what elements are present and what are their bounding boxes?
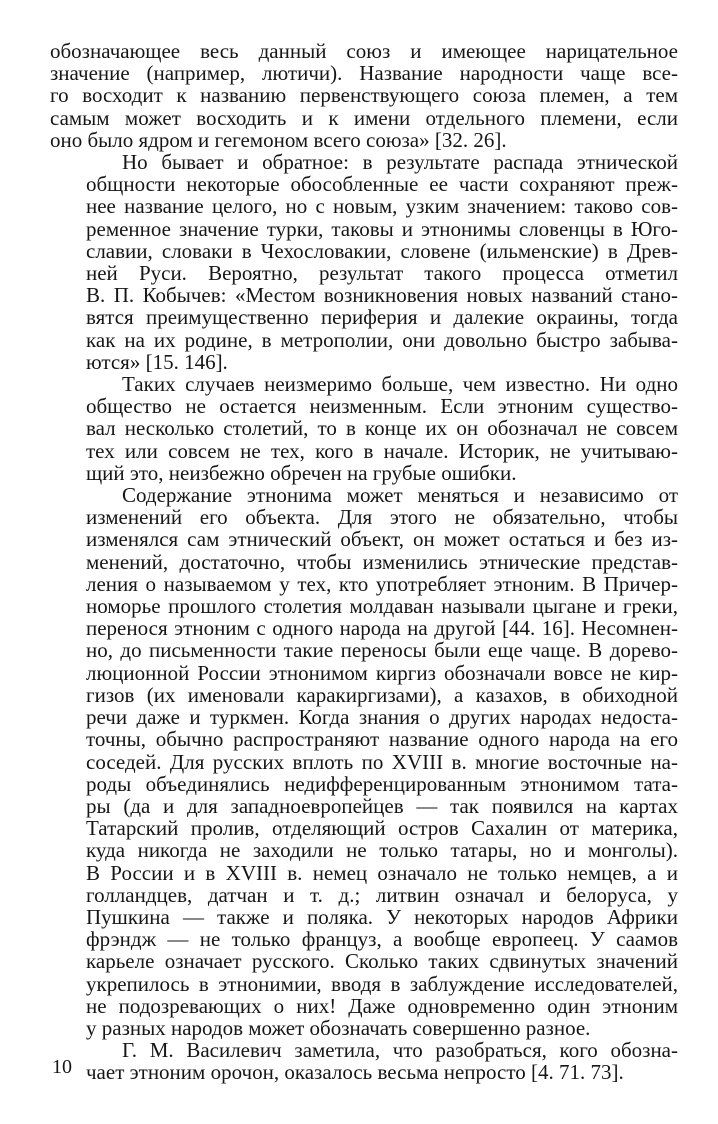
paragraph <box>50 40 678 151</box>
text-line: у разных народов может обозначать совершенно разное. <box>86 1015 591 1040</box>
text-line: нее название целого, но с новым, узким значением: таково сов- <box>86 194 678 219</box>
text-line: но, до письменности такие переносы были еще чаще. В дорево- <box>86 638 678 663</box>
text-line: номорье прошлого столетия молдаван называли цыгане и греки, <box>86 594 678 619</box>
text-line: куда никогда не заходили не только татары, но и монголы). <box>86 838 678 863</box>
text-line: щий это, неизбежно обречен на грубые ошибки. <box>86 460 517 485</box>
text-line: обозначающее весь данный союз и имеющее нарицательное <box>50 39 678 63</box>
text-line: ней Руси. Вероятно, результат такого процесса отметил <box>86 261 678 286</box>
text-line: ления о называемом у тех, кто употребляет этноним. В Причер- <box>86 571 678 596</box>
text-line: роды объединялись недифференцированным этнонимом тата- <box>86 771 678 796</box>
text-line: точны, обычно распространяют название одного народа на его <box>86 727 678 752</box>
text-line: Таких случаев неизмеримо больше, чем известно. Ни одно <box>122 372 678 397</box>
text-line: люционной России этнонимом киргиз обозначали вовсе не кир- <box>86 660 678 685</box>
text-line: голландцев, датчан и т. д.; литвин означал и белоруса, у <box>86 882 678 907</box>
text-line: Содержание этнонима может меняться и независимо от <box>122 483 678 508</box>
text-line: гизов (их именовали каракиргизами), а казахов, в обиходной <box>86 682 678 707</box>
paragraph <box>50 373 678 484</box>
text-line: ются» [15. 146]. <box>86 349 228 374</box>
text-line: самым может восходить и к имени отдельного племени, если <box>50 105 678 130</box>
text-line: В России и в XVIII в. немец означало не только немцев, а и <box>86 860 678 885</box>
text-line: карьеле означает русского. Сколько таких сдвинутых значений <box>86 949 678 974</box>
text-line: славии, словаки в Чехословакии, словене (ильменские) в Древ- <box>86 238 678 263</box>
text-line: вал несколько столетий, то в конце их он обозначал не совсем <box>86 416 678 441</box>
text-line: Пушкина — также и поляка. У некоторых народов Африки <box>86 904 678 929</box>
text-line: Г. М. Василевич заметила, что разобраться, кого обозна- <box>122 1038 678 1063</box>
text-line: соседей. Для русских вплоть по XVIII в. многие восточные на- <box>86 749 678 774</box>
paragraph <box>50 484 678 1039</box>
text-line: Татарский пролив, отделяющий остров Сахалин от материка, <box>86 816 678 841</box>
text-line: ры (да и для западноевропейцев — так появился на картах <box>86 793 678 818</box>
text-line: как на их родине, в метрополии, они довольно быстро забыва- <box>86 327 678 352</box>
text-line: ременное значение турки, таковы и этнонимы словенцы в Юго- <box>86 216 678 241</box>
text-line: менений, достаточно, чтобы изменились этнические представ- <box>86 549 678 574</box>
text-line: оно было ядром и гегемоном всего союза» [32. 26]. <box>50 127 507 152</box>
text-line: речи даже и туркмен. Когда знания о других народах недоста- <box>86 705 678 730</box>
page-number: 10 <box>52 1056 72 1078</box>
text-line: вятся преимущественно периферия и далекие окраины, тогда <box>86 305 678 330</box>
text-line: изменялся сам этнический объект, он может остаться и без из- <box>86 527 678 552</box>
text-line: изменений его объекта. Для этого не обязательно, чтобы <box>86 505 678 530</box>
text-line: общество не остается неизменным. Если этноним существо- <box>86 394 678 419</box>
text-line: Но бывает и обратное: в результате распада этнической <box>122 150 678 175</box>
text-line: тех или совсем не тех, кого в начале. Историк, не учитываю- <box>86 438 678 463</box>
text-line: укрепилось в этнонимии, вводя в заблуждение исследователей, <box>86 971 678 996</box>
text-line: го восходит к названию первенствующего союза племен, а тем <box>50 83 678 108</box>
paragraph <box>50 151 678 373</box>
text-line: перенося этноним с одного народа на другой [44. 16]. Несомнен- <box>86 616 678 641</box>
text-line: В. П. Кобычев: «Местом возникновения новых названий стано- <box>86 283 678 308</box>
text-body <box>50 40 678 1084</box>
text-line: чает этноним орочон, оказалось весьма непросто [4. 71. 73]. <box>86 1060 624 1085</box>
paragraph <box>50 1039 678 1083</box>
text-line: значение (например, лютичи). Название народности чаще все- <box>50 61 678 86</box>
text-line: фрэндж — не только француз, а вообще европеец. У саамов <box>86 927 678 952</box>
text-line: не подозревающих о них! Даже одновременно один этноним <box>86 993 678 1018</box>
text-line: общности некоторые обособленные ее части сохраняют преж- <box>86 172 678 197</box>
